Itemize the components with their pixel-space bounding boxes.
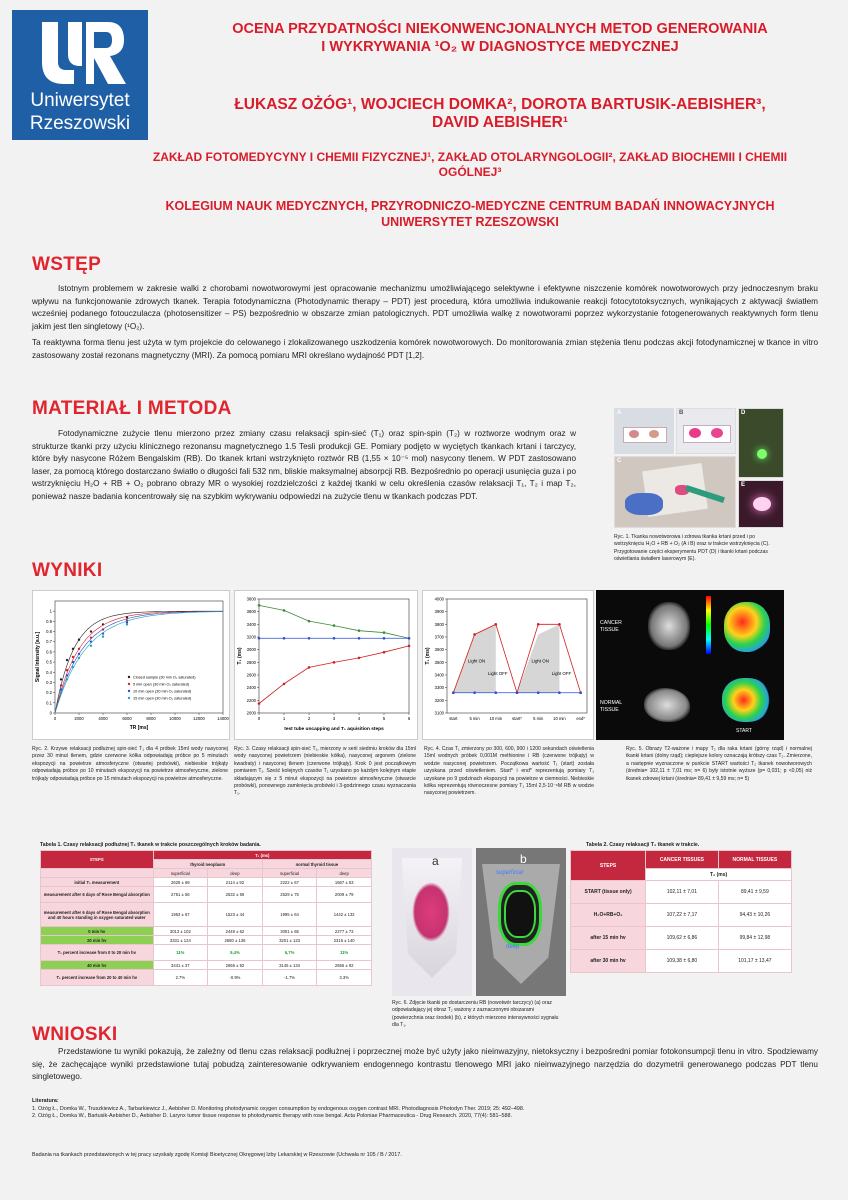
legend-entry: Closed sample (30 min O₂ saturated)	[133, 675, 196, 680]
y-tick-label: 0	[49, 710, 52, 716]
data-point	[516, 691, 519, 694]
annotation: Light OFF	[488, 671, 508, 676]
fig3-caption: Ryc. 3. Czasy relaksacji spin-sieć T₁, mierzony w serii siedmiu kroków dla 15ml wody nasyconej powietrzem (niebieskie kółka), nasyconej argonem (zielone kwadraty) i nasyconej tlenem (czerwone trójkąty). Krok 0 jest początkowym pomiarem T₁. Sześć kolejnych czasów T₁ uzyskano po każdym kolejnym etapie składającym się z 5 minut ekspozycji na powietrze atmosferyczne (otwarcie probówki), ponownego zamknięcia probówki i 3-godzinnego czasu wyznaczania T₁.	[234, 746, 416, 797]
t1-row: 20 min hv 3331 ± 124 2680 ± 136 3201 ± 123 2316 ± 140	[41, 936, 372, 945]
deep-label: deep	[506, 944, 520, 950]
y-axis-label: Signal Intensity [a.u.]	[35, 631, 41, 683]
data-point	[283, 683, 286, 686]
data-point	[72, 666, 74, 668]
y-tick-label: 3000	[246, 647, 256, 653]
y-axis-label: T₁ (ms)	[237, 647, 243, 665]
t1-subcol: superficial	[262, 869, 317, 878]
x-axis-label: test tube uncapping and T₁ aquisition steps	[284, 727, 384, 732]
data-point	[60, 691, 62, 693]
y-tick-label: 3900	[434, 609, 444, 615]
ethics-footer: Badania na tkankach przedstawionych w tej pracy uzyskały zgodę Komisji Bioetycznej Okręgowej Izby Lekarskiej w Rzeszowie (Uchwała nr 105 / B / 2017.	[32, 1152, 402, 1158]
section-methods: MATERIAŁ I METODA	[32, 398, 232, 419]
x-tick-label: 12000	[193, 716, 205, 721]
series-line	[259, 605, 409, 638]
t1-steps-header: STEPS	[41, 851, 154, 869]
y-tick-label: 2000	[246, 710, 256, 716]
legend-marker	[128, 697, 130, 699]
t1-header: T₁ (ms)	[153, 851, 371, 860]
chart-2-svg	[235, 591, 419, 741]
y-tick-label: 2600	[246, 672, 256, 678]
x-tick-label: 5	[382, 716, 386, 721]
chart-3-svg	[423, 591, 595, 741]
data-point	[283, 609, 286, 612]
photo-d: D	[738, 408, 784, 478]
y-tick-label: 3100	[434, 710, 444, 716]
chart-t1-steps	[234, 590, 418, 740]
y-tick-label: 3200	[246, 634, 256, 640]
y-tick-label: 4000	[434, 596, 444, 602]
data-point	[60, 688, 62, 690]
data-point	[537, 691, 540, 694]
y-tick-label: 3400	[246, 621, 256, 627]
literature: Literatura: 1. Ożóg Ł., Domka W., Truszkiewicz A., Tarbarkiewicz J., Aebisher D. Monitoring photodynamic oxygen consumption by endogenous oxygen contrast MRI. Photodiagnosis Photodyn Ther. 2019; 25: 492–498. 2. Ożóg Ł., Domka W., Bartusik-Aebisher D., Aebisher D. Larynx tumor tissue response to photodynamic therapy with rose bengal. Acta Poloniae Pharmaceutica - Drug Research. 2020, 77(4): 581–588.	[32, 1098, 525, 1120]
x-tick-label: 2	[307, 716, 311, 721]
mri-images	[596, 590, 784, 740]
series-line	[259, 646, 409, 704]
t1-row: 40 min hv 3441 ± 37 2656 ± 92 3145 ± 134 2656 ± 92	[41, 961, 372, 970]
data-point	[558, 691, 561, 694]
t1-row: T₁ percent increase from 20 to 40 min hv 2.7% -0.9% -1.7% 3.3%	[41, 970, 372, 986]
x-tick-label: 14000	[217, 716, 229, 721]
t2-row: after 15 min hv 109,62 ± 6,86 99,84 ± 12,98	[571, 927, 792, 950]
data-point	[383, 637, 386, 640]
t2-row: START (tissue only) 102,11 ± 7,01 89,41 ± 9,59	[571, 881, 792, 904]
x-tick-label: 5 min	[533, 716, 544, 721]
fig5-caption: Ryc. 5. Obrazy T2-ważone i mapy T₂ dla raka krtani (górny rząd) i normalnej tkanki krtani (dolny rząd); cieplejsze kolory oznaczają krótszy czas T₂. Zmierzone, a następnie wyznaczone w punkcie START wartości T₂ tkanek nowotworowych (średnia= 102,11 ± 7,01 ms; n= 6) były istotnie wyższe (p= 0,031; p <0,05) niż tkanek zdrowej krtani (średnia= 89,41 ± 9,59 ms; n= 5)	[626, 746, 812, 782]
t2-row: H₂O+RB+O₂ 107,22 ± 7,17 94,43 ± 10,26	[571, 904, 792, 927]
ur-logo-icon	[12, 14, 148, 94]
data-point	[283, 637, 286, 640]
y-axis-label: T₁ (ms)	[425, 647, 431, 665]
methods-paragraph: Fotodynamiczne zużycie tlenu mierzono przez zmiany czasu relaksacji spin-sieć (T₁) oraz spin-spin (T₂) w roztworze wodnym oraz w strukturze tkanki przy użyciu klinicznego rezonansu magnetycznego 1.5 Tesli produkcji GE. Pomiary podjęto w wyciętych tkankach krtani i tarczycy, które były nasycone Różem Bengalskim (RB). Do tkanek krtani wstrzyknięto roztwór RB (1,55 × 10⁻⁵ mol) nasycony tlenem. W PDT zastosowano laser, za pomocą którego dostarczano światło o długości fali 532 nm, bliskie maksymalnej absorpcji RB. Bezpośrednio po operacji usunięcia guza i po wstrzyknięciu H₂O + RB + O₂ pobrano obrazy MR o wysokiej rozdzielczości z każdej tkanki w celu określenia czasów relaksacji T₁, T₂ i map T₂, ponieważ nasze badania koncentrowały się na szybkim wykrywaniu odpowiedzi na zużycie tlenu w tkankach podczas PDT.	[32, 429, 576, 501]
table2-caption: Tabela 2. Czasy relaksacji T₂ tkanek w trakcie.	[586, 842, 700, 848]
data-point	[333, 661, 336, 664]
x-tick-label: 4	[357, 716, 361, 721]
y-tick-label: 0.3	[46, 679, 52, 685]
conclusions-paragraph: Przedstawione tu wyniki pokazują, że zależny od tlenu czas relaksacji podłużnej i poprzecznej może być użyty jako nieinwazyjny, nietoksyczny i bezpośredni pomiar fotokonsumpcji tlenu in vitro. Spodziewamy się, że zachęcające wyniki przedstawione tutaj pobudzą zainteresowanie odkrywaniem endogennego kontrastu tlenowego MRI jako nieinwazyjnego narzędzia do dozymetrii generowanego podczas PDT tlenu singletowego.	[32, 1047, 818, 1081]
intro-paragraph-2: Ta reaktywna forma tlenu jest użyta w tym projekcie do celowanego i zlokalizowanego uszkodzenia komórek nowotworowych. Do monitorowania zmian stężenia tlenu podczas akcji fotodynamicznej w tkance in vitro zastosowany został rezonans magnetyczny (MRI). Za pomocą pomiaru MRI określano wydajność PDT [1,2].	[32, 338, 818, 360]
plot-frame	[259, 599, 409, 713]
data-point	[383, 651, 386, 654]
t1-subcol: superficial	[153, 869, 208, 878]
legend-entry: 10 min open (30 min O₂ saturated)	[133, 689, 192, 694]
data-point	[383, 631, 386, 634]
chart-t1-light	[422, 590, 594, 740]
photo-a: A	[614, 408, 674, 454]
mri-tissue-b	[476, 848, 566, 996]
t1-subcol: deep	[317, 869, 372, 878]
x-tick-label: start*	[512, 716, 522, 721]
y-tick-label: 0.8	[46, 629, 52, 635]
y-tick-label: 1	[49, 608, 52, 614]
data-point	[66, 659, 68, 661]
data-point	[308, 666, 311, 669]
y-tick-label: 2800	[246, 659, 256, 665]
t1-subcol: deep	[208, 869, 263, 878]
data-point	[60, 678, 62, 680]
x-tick-label: 0	[53, 716, 57, 721]
data-point	[126, 623, 128, 625]
t2-steps-header: STEPS	[571, 851, 646, 881]
data-point	[78, 648, 80, 650]
college: KOLEGIUM NAUK MEDYCZNYCH, PRZYRODNICZO-MEDYCZNE CENTRUM BADAŃ INNOWACYJNYCH UNIWERSYTET RZESZOWSKI	[165, 199, 775, 229]
data-point	[66, 678, 68, 680]
data-point	[358, 657, 361, 660]
y-tick-label: 3400	[434, 672, 444, 678]
t1-group1: thyroid neoplasm	[153, 860, 262, 869]
t1-row: measurement after 6 days of Rose Bengal absorption and 40 hours standing in oxygen saturated water 1953 ± 67 1523 ± 44 1995 ± 64 1442 ± 132	[41, 903, 372, 927]
affiliations: ZAKŁAD FOTOMEDYCYNY I CHEMII FIZYCZNEJ¹, ZAKŁAD OTOLARYNGOLOGII², ZAKŁAD BIOCHEMII I CHEMII OGÓLNEJ³	[152, 150, 788, 179]
x-tick-label: 1	[282, 716, 286, 721]
fig4-caption: Ryc. 4. Czas T₁ zmierzony po 300, 600, 900 i 1200 sekundach oświetlenia 15ml wodnych próbek 0,001M methionine i RB (czerwone trójkąty) w wodzie nasyconej powietrzem. Początkowa wartość T₁ (start) została uzyskana przed oświetleniem. Start* i end* reprezentują pomiary T₁ uzyskane po 9 godzinach ekspozycji na powietrze w ciemności. Niebieskie kółka reprezentują równoczesne pomiary T₁ 15ml 2,5·10⁻⁶M RB w wodzie nasyconej powietrzem.	[424, 746, 594, 797]
legend-entry: 15 min open (30 min O₂ saturated)	[133, 696, 192, 701]
data-point	[258, 604, 261, 607]
t2-row: after 30 min hv 109,38 ± 6,80 101,17 ± 13,47	[571, 950, 792, 973]
x-tick-label: 6000	[122, 716, 132, 721]
data-point	[78, 638, 80, 640]
fig1-caption: Ryc. 1. Tkanka nowotworowa i zdrowa tkanka krtani przed i po wstrzyknięciu H₂O + RB + O₂ (A i B) oraz w trakcie wstrzyknięcia (C). Przygotowanie części eksperymentu PDT (D) i tkanki krtani podczas oświetlania światłem laserowym (E).	[614, 534, 770, 563]
fig6-b-label: b	[520, 852, 527, 866]
x-tick-label: 0	[257, 716, 261, 721]
legend-entry: 5 min open (30 min O₂ saturated)	[133, 682, 190, 687]
chart-t1-relaxation	[32, 590, 230, 740]
data-point	[78, 653, 80, 655]
data-point	[537, 623, 540, 626]
data-point	[473, 633, 476, 636]
photo-b: B	[676, 408, 736, 454]
y-tick-label: 0.6	[46, 649, 52, 655]
y-tick-label: 0.7	[46, 639, 52, 645]
x-tick-label: start	[449, 716, 458, 721]
data-point	[308, 637, 311, 640]
y-tick-label: 3200	[434, 697, 444, 703]
t1-row: T₁ percent increase from 0 to 20 min hv 11% 9,4% 6,7% 11%	[41, 945, 372, 961]
data-point	[408, 645, 411, 648]
x-tick-label: 6	[407, 716, 411, 721]
y-tick-label: 3800	[246, 596, 256, 602]
data-point	[494, 691, 497, 694]
table1-caption: Tabela 1. Czasy relaksacji podłużnej T₁ tkanek w trakcie poszczególnych kroków badania.	[40, 842, 261, 848]
y-tick-label: 0.2	[46, 690, 52, 696]
data-point	[558, 623, 561, 626]
data-point	[90, 630, 92, 632]
t2-col1: CANCER TISSUES	[646, 851, 719, 869]
table-t1	[40, 850, 372, 986]
t1-row: initial T₁ measurement 2626 ± 69 2114 ± 92 2222 ± 67 1667 ± 53	[41, 878, 372, 887]
superficial-label: superficial	[496, 870, 524, 876]
logo-line1: Uniwersytet	[30, 90, 130, 111]
data-point	[72, 661, 74, 663]
data-point	[452, 691, 455, 694]
data-point	[60, 684, 62, 686]
data-point	[72, 648, 74, 650]
data-point	[66, 669, 68, 671]
data-point	[333, 637, 336, 640]
university-logo	[12, 10, 148, 140]
data-point	[358, 629, 361, 632]
x-tick-label: 8000	[146, 716, 156, 721]
start-label: START	[736, 728, 752, 734]
y-tick-label: 3700	[434, 634, 444, 640]
t1-group2: normal thyroid tissue	[262, 860, 371, 869]
x-tick-label: 3	[332, 716, 336, 721]
photo-e: E	[738, 480, 784, 528]
x-tick-label: 10 min	[489, 716, 503, 721]
y-tick-label: 3800	[434, 621, 444, 627]
t1-row: 0 min hv 3013 ± 102 2449 ± 62 3001 ± 65 2277 ± 73	[41, 927, 372, 936]
data-point	[102, 635, 104, 637]
data-point	[333, 624, 336, 627]
normal-tissue-label: NORMAL TISSUE	[600, 700, 623, 713]
x-axis-label: TR [ms]	[129, 725, 149, 731]
legend-marker	[128, 683, 130, 685]
legend-marker	[128, 690, 130, 692]
section-conclusions: WNIOSKI	[32, 1024, 118, 1045]
x-tick-label: 10 min	[553, 716, 566, 721]
y-tick-label: 0.5	[46, 659, 52, 665]
annotation: Light ON	[531, 658, 549, 664]
y-tick-label: 2400	[246, 685, 256, 691]
photo-c: C	[614, 456, 736, 528]
fig6-a-label: a	[432, 854, 439, 868]
table-t2	[570, 850, 792, 973]
data-point	[358, 637, 361, 640]
data-point	[78, 657, 80, 659]
annotation: Light ON	[467, 658, 486, 664]
fig2-caption: Ryc. 2. Krzywe relaksacji podłużnej spin-sieć T₁ dla 4 próbek 15ml wody nasyconej przez 30 minut tlenem, gdzie czerwone kółka odpowiadają próbce po 5 minutach ekspozycji na powietrze atmosferyczne (otwartej probówki), niebieskie trójkąty odpowiadają próbce po 10 minutach ekspozycji na powietrze atmosferyczne, zielone trójkąty odpowiadają próbce po 15 minutach ekspozycji na powietrze atmosferyczne.	[32, 746, 228, 782]
data-point	[90, 645, 92, 647]
x-tick-label: end*	[576, 716, 585, 721]
x-tick-label: 5 min	[469, 716, 480, 721]
y-tick-label: 0.1	[46, 700, 52, 706]
annotation: Light OFF	[551, 671, 572, 676]
legend-marker	[128, 676, 130, 678]
chart-1-svg	[33, 591, 231, 741]
data-point	[308, 620, 311, 623]
data-point	[494, 623, 497, 626]
photo-tissue-a	[392, 848, 472, 996]
t2-col2: NORMAL TISSUES	[718, 851, 791, 869]
y-tick-label: 0.9	[46, 618, 52, 624]
y-tick-label: 3600	[246, 609, 256, 615]
fig6-caption: Ryc. 6. Zdjęcie tkanki po dostarczeniu RB (nowotwór tarczycy) (a) oraz odpowiadający jej obraz T₂ ważony z zaznaczonymi obszarami (powierzchnia oraz środek) (b), z których mierzono intensywności sygnału dla T₁.	[392, 1000, 559, 1029]
x-tick-label: 10000	[169, 716, 181, 721]
authors: ŁUKASZ OŻÓG¹, WOJCIECH DOMKA², DOROTA BARTUSIK-AEBISHER³, DAVID AEBISHER¹	[234, 96, 766, 131]
poster-title: OCENA PRZYDATNOŚCI NIEKONWENCJONALNYCH METOD GENEROWANIA I WYKRYWANIA ¹O₂ W DIAGNOSTYCE MEDYCZNEJ	[232, 21, 768, 55]
t2-unit: T₂ (ms)	[646, 869, 792, 881]
y-tick-label: 3300	[434, 685, 444, 691]
data-point	[473, 691, 476, 694]
data-point	[72, 656, 74, 658]
y-tick-label: 2200	[246, 697, 256, 703]
intro-paragraph: Istotnym problemem w zakresie walki z chorobami nowotworowymi jest opracowanie mechanizmu umożliwiającego selektywne i efektywne niszczenie komórek nowotworowych przy jednoczesnym braku wpływu na funkcjonowanie zdrowych tkanek. Terapia fotodynamiczna (Photodynamic therapy – PDT) jest procedurą, która umożliwia indukowanie reakcji fotocytotoksycznych, wynikających z aktywacji światłem wcześniej podanego fotouczulacza (photosensitizer – PS) bezpośrednio w obszarze zmian patologicznych. PDT umożliwia walkę z nowotworami poprzez wykorzystanie fotogenerowanych reaktywnych form tlenu jakim jest tlen singletowy (¹O₂).	[32, 284, 818, 331]
x-tick-label: 4000	[98, 716, 108, 721]
section-results: WYNIKI	[32, 560, 103, 581]
data-point	[66, 674, 68, 676]
section-intro: WSTĘP	[32, 254, 102, 275]
y-tick-label: 3500	[434, 659, 444, 665]
data-point	[258, 637, 261, 640]
y-tick-label: 0.4	[46, 669, 52, 675]
cancer-tissue-label: CANCER TISSUE	[600, 620, 622, 633]
logo-line2: Rzeszowski	[29, 113, 131, 134]
t1-row: measurement after 6 days of Rose Bengal absorption 2751 ± 56 2532 ± 59 2529 ± 75 2009 ± 79	[41, 887, 372, 903]
data-point	[258, 702, 261, 705]
data-point	[579, 691, 582, 694]
data-point	[408, 637, 411, 640]
x-tick-label: 2000	[74, 716, 84, 721]
y-tick-label: 3600	[434, 647, 444, 653]
